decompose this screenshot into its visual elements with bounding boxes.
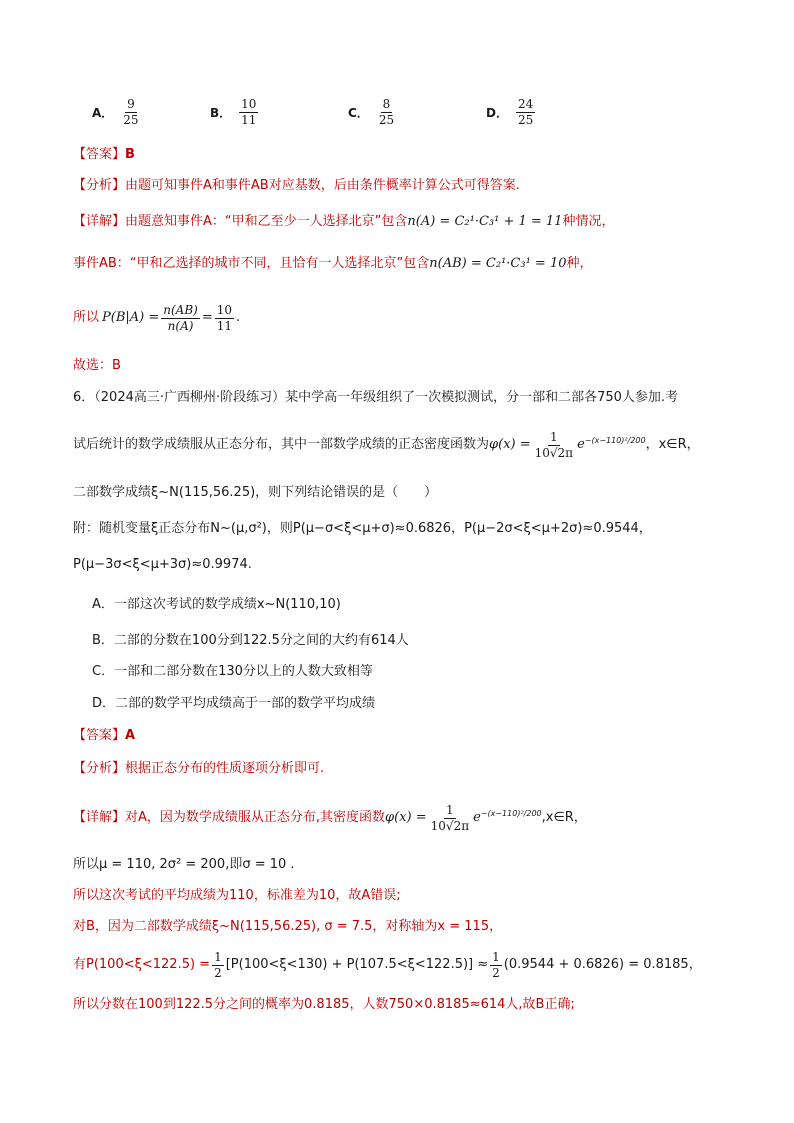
detail-text: 由题意知事件A：“甲和乙至少一人选择北京”包含 (125, 214, 408, 229)
q5-detail-line-3: 所以 P(B|A) = $\frac{n(AB)}{n(A)}$ = $\frac{10}{11}$ . (73, 302, 241, 333)
option-c (348, 97, 398, 128)
q6-option-b (92, 632, 409, 650)
detail-text: 所以 (73, 310, 100, 325)
detail-text: 对A，因为数学成绩服从正态分布,其密度函数 (125, 810, 386, 825)
q6-detail-line-2 (73, 856, 295, 874)
detail-text: (0.9544 + 0.6826) = 0.8185， (503, 957, 702, 972)
stem-text: 二部数学成绩ξ~N(115,56.25)，则下列结论错误的是（ ） (73, 485, 438, 500)
fraction: $\frac{1}{10√2\pi}$ (430, 802, 470, 833)
fraction: $\frac{n(AB)}{n(A)}$ (163, 302, 198, 333)
q5-detail-line-1 (73, 213, 614, 231)
math-expression: n(A) = C₂¹·C₃¹ + 1 = 11 (407, 214, 563, 229)
detail-tag: 【详解】 (73, 810, 126, 825)
option-text: A．一部这次考试的数学成绩x~N(110,10) (92, 597, 341, 612)
exponent: −(x−110)²/200 (584, 436, 646, 445)
detail-text: 所以分数在100到122.5分之间的概率为0.8185，人数750×0.8185≈614人,故B正确; (73, 997, 575, 1012)
q5-detail-line-2 (73, 255, 593, 273)
math-expression: e (473, 810, 481, 825)
q6-stem-line-1 (73, 389, 678, 407)
q6-note-line-2 (73, 556, 252, 574)
q5-answer-line (73, 146, 135, 164)
q6-detail-line-5 (73, 948, 702, 982)
detail-tag: 【详解】 (73, 214, 126, 229)
q6-answer-line (73, 727, 135, 745)
option-text: D．二部的数学平均成绩高于一部的数学平均成绩 (92, 696, 376, 711)
option-a (92, 97, 143, 128)
q5-conclusion (73, 357, 121, 375)
analysis-tag: 【分析】 (73, 178, 126, 193)
q6-detail-line-1 (73, 800, 587, 836)
analysis-text: 由题可知事件A和事件AB对应基数，后由条件概率计算公式可得答案. (125, 178, 520, 193)
answer-tag: 【答案】 (73, 728, 126, 743)
option-label: D． (486, 106, 508, 120)
fraction: $\frac{1}{10√2\pi}$ (534, 429, 574, 460)
option-b (210, 97, 260, 128)
note-text: P(μ−3σ<ξ<μ+3σ)≈0.9974. (73, 557, 252, 572)
option-text: C．一部和二部分数在130分以上的人数大致相等 (92, 664, 373, 679)
math-expression: P(B|A) = (102, 310, 160, 325)
detail-text: 种， (566, 256, 593, 271)
math-expression: φ(x) = (489, 437, 531, 452)
option-label: C． (348, 106, 369, 120)
answer-tag: 【答案】 (73, 147, 126, 162)
detail-text: 事件AB：“甲和乙选择的城市不同，且恰有一人选择北京”包含 (73, 256, 430, 271)
conclusion-text: 故选：B (73, 358, 121, 373)
q6-detail-line-6 (73, 996, 575, 1014)
analysis-text: 根据正态分布的性质逐项分析即可. (125, 761, 325, 776)
math-expression: φ(x) = (385, 810, 427, 825)
q6-detail-line-4 (73, 918, 502, 936)
option-d (486, 97, 537, 128)
exponent: −(x−110)²/200 (480, 809, 542, 818)
detail-text: [P(100<ξ<130) + P(107.5<ξ<122.5)] ≈ (225, 957, 489, 972)
fraction: $\frac{10}{11}$ (216, 302, 233, 333)
fraction: $\frac{1}{2}$ (492, 949, 500, 980)
option-fraction: $\frac{9}{25}$ (123, 97, 139, 127)
detail-text: ,x∈R， (541, 810, 587, 825)
q6-stem-line-2 (73, 428, 700, 462)
detail-text: 所以μ = 110, 2σ² = 200,即σ = 10 . (73, 857, 295, 872)
option-text: B．二部的分数在100分到122.5分之间的大约有614人 (92, 633, 409, 648)
stem-text: 6．（2024高三·广西柳州·阶段练习）某中学高一年级组织了一次模拟测试，分一部和二部各750人参加.考 (73, 390, 679, 405)
q6-option-c (92, 663, 373, 681)
option-fraction: $\frac{8}{25}$ (378, 97, 395, 127)
option-label: A． (92, 106, 114, 120)
fraction: $\frac{1}{2}$ (214, 949, 222, 980)
math-expression: e (577, 437, 585, 452)
option-fraction: $\frac{10}{11}$ (241, 97, 257, 127)
analysis-tag: 【分析】 (73, 761, 126, 776)
q6-option-d (92, 695, 375, 713)
q6-stem-line-3 (73, 484, 437, 502)
math-expression: n(AB) = C₂¹·C₃¹ = 10 (429, 256, 567, 271)
option-label: B． (210, 106, 232, 120)
stem-text: 试后统计的数学成绩服从正态分布，其中一部数学成绩的正态密度函数为 (73, 437, 490, 452)
answer-value: B (125, 147, 135, 162)
detail-text: 有P(100<ξ<122.5) = (73, 957, 211, 972)
q6-detail-line-3 (73, 887, 401, 905)
note-text: 附：随机变量ξ正态分布N~(μ,σ²)，则P(μ−σ<ξ<μ+σ)≈0.6826，P(μ−2σ<ξ<μ+2σ)≈0.9544， (73, 521, 652, 536)
option-fraction: $\frac{24}{25}$ (517, 97, 534, 127)
q5-analysis-line (73, 177, 520, 195)
stem-text: ，x∈R， (645, 437, 700, 452)
detail-text: 种情况， (562, 214, 615, 229)
q6-note-line-1 (73, 520, 652, 538)
answer-value: A (125, 728, 136, 743)
detail-text: 所以这次考试的平均成绩为110，标准差为10，故A错误; (73, 888, 401, 903)
detail-text: 对B，因为二部数学成绩ξ~N(115,56.25), σ = 7.5，对称轴为x = 115， (73, 919, 503, 934)
q6-analysis-line (73, 760, 324, 778)
q6-option-a (92, 596, 341, 614)
